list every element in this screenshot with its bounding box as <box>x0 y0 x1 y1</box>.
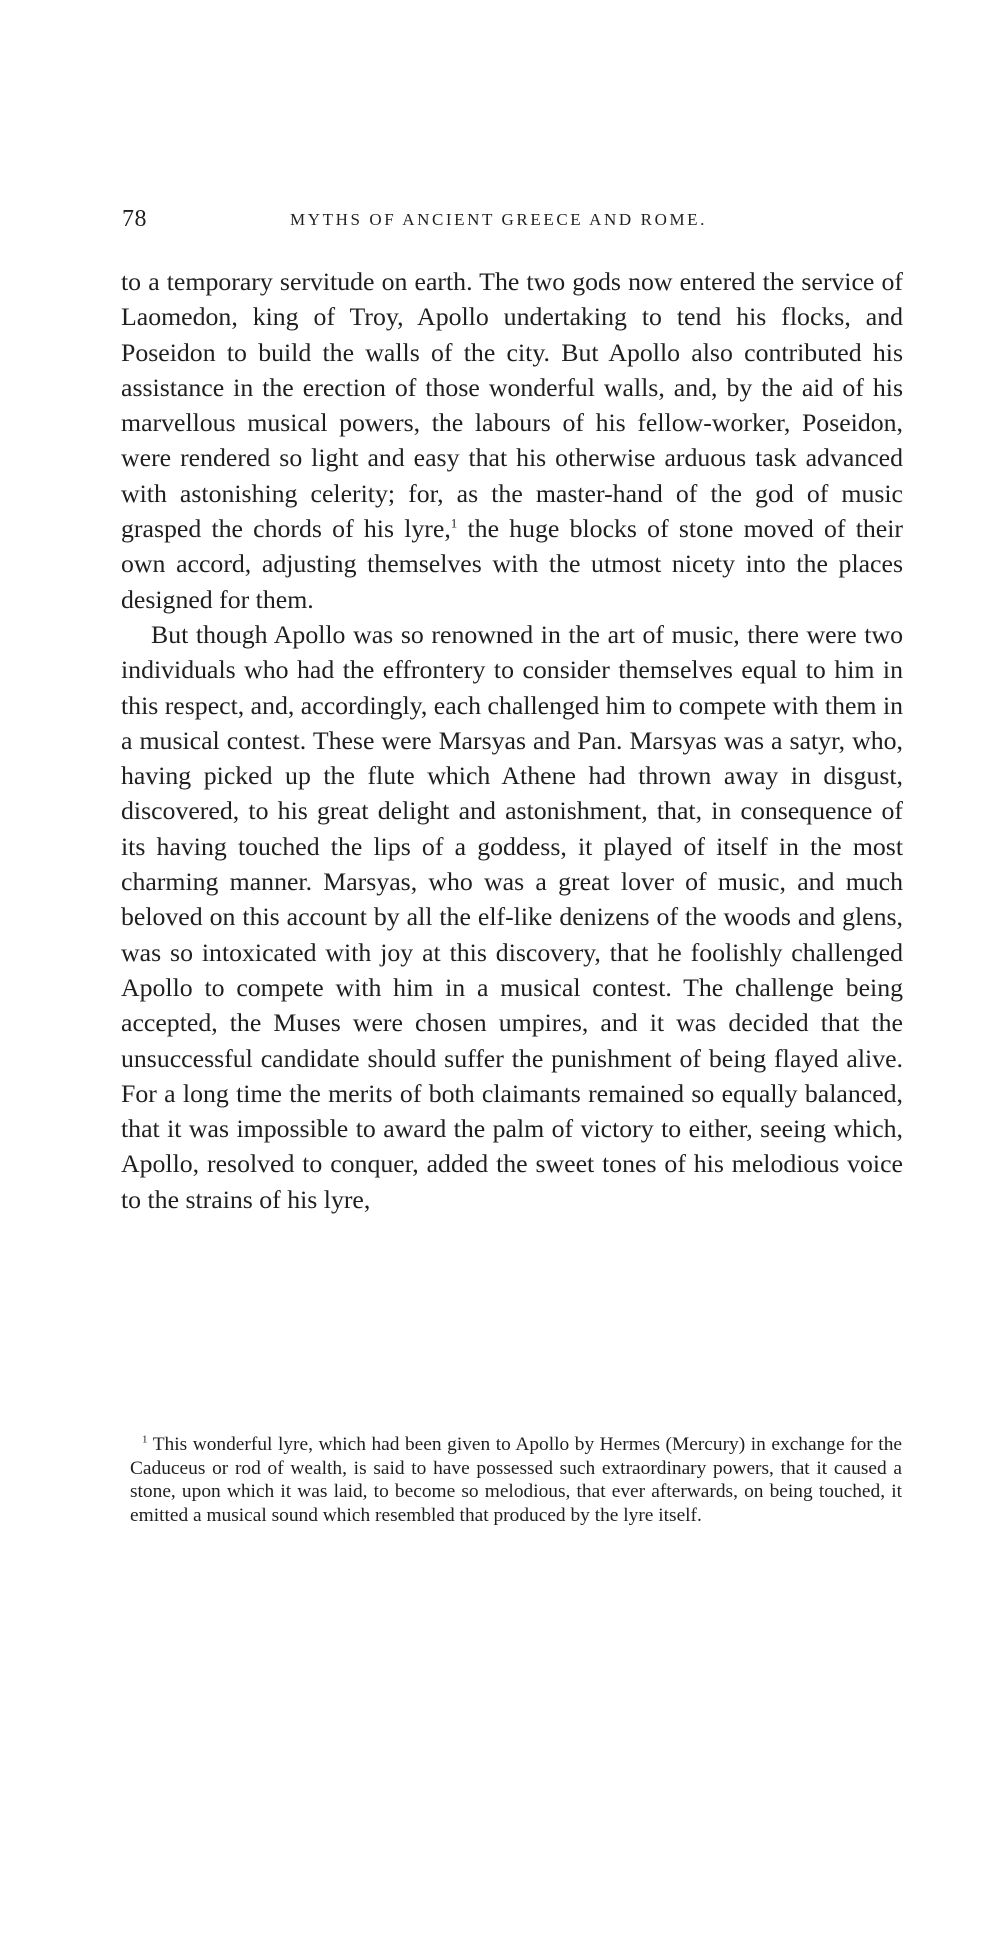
footnote <box>130 1433 902 1527</box>
body-text <box>121 264 903 1217</box>
paragraph-1-text: to a temporary servitude on earth. The two gods now entered the service of Laomedon, king of Troy, Apollo undertaking to tend his flocks, and Poseidon to build the walls of the city. But Apollo also contributed his assistance in the erection of those wonderful walls, and, by the aid of his marvellous musical powers, the labours of his fellow-worker, Poseidon, were rendered so light and easy that his otherwise arduous task advanced with astonishing celerity; for, as the master-hand of the god of music grasped the chords of his lyre, <box>121 267 903 544</box>
running-head <box>122 206 902 236</box>
running-title: MYTHS OF ANCIENT GREECE AND ROME. <box>290 210 708 229</box>
paragraph-1-text-end: the huge blocks of stone moved of their own accord, adjusting themselves with the utmost nicety into the places designed for them. <box>121 514 903 614</box>
footnote-reference: 1 <box>450 515 458 531</box>
footnote-text: This wonderful lyre, which had been given to Apollo by Hermes (Mercury) in exchange for the Caduceus or rod of wealth, is said to have possessed such extraordinary powers, that it caused a stone, upon which it was laid, to become so melodious, that ever afterwards, on being touched, it emitted a musical sound which resembled that produced by the lyre itself. <box>130 1434 902 1526</box>
paragraph-marsyas: But though Apollo was so renowned in the art of music, there were two individuals who had the effrontery to consider themselves equal to him in this respect, and, accordingly, each challenged him to compete with them in a musical contest. These were Marsyas and Pan. Marsyas was a satyr, who, having picked up the flute which Athene had thrown away in disgust, discovered, to his great delight and astonishment, that, in consequence of its having touched the lips of a goddess, it played of itself in the most charming manner. Marsyas, who was a great lover of music, and much beloved on this account by all the elf-like denizens of the woods and glens, was so intoxicated with joy at this discovery, that he foolishly challenged Apollo to compete with him in a musical contest. The challenge being accepted, the Muses were chosen umpires, and it was decided that the unsuccessful candidate should suffer the punishment of being flayed alive. For a long time the merits of both claimants remained so equally balanced, that it was impossible to award the palm of victory to either, seeing which, Apollo, resolved to conquer, added the sweet tones of his melodious voice to the strains of his lyre, <box>121 619 904 1214</box>
page-number: 78 <box>122 206 147 232</box>
footnote-mark: 1 <box>142 1433 148 1446</box>
paragraph-continued <box>121 264 903 617</box>
